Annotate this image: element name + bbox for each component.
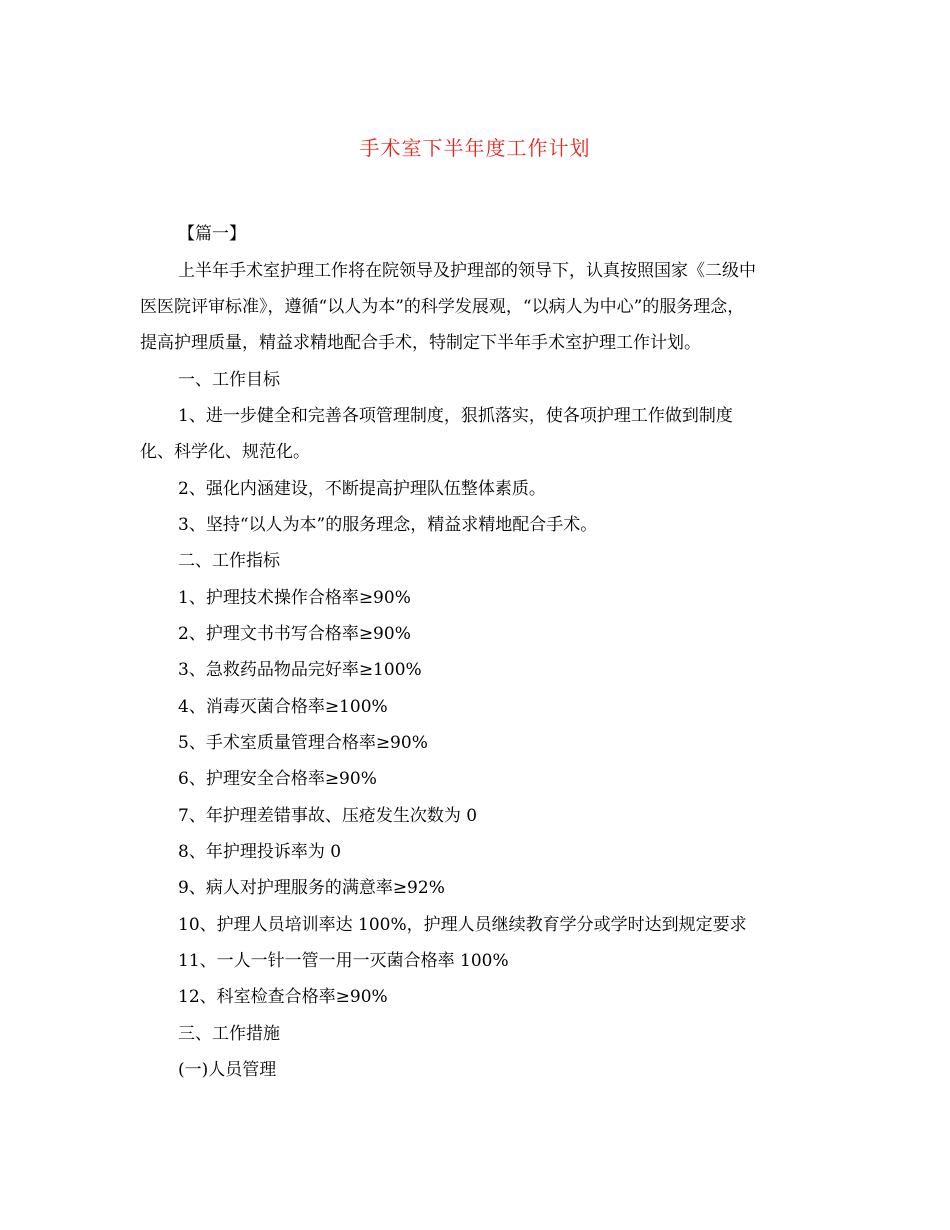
goal-1-line-1: 1、进一步健全和完善各项管理制度，狠抓落实，使各项护理工作做到制度 xyxy=(178,406,733,426)
indicator-7: 7、年护理差错事故、压疮发生次数为 0 xyxy=(178,806,478,826)
indicator-12: 12、科室检查合格率≥90% xyxy=(178,987,388,1007)
intro-line-1: 上半年手术室护理工作将在院领导及护理部的领导下，认真按照国家《二级中 xyxy=(178,261,756,281)
goal-2: 2、强化内涵建设，不断提高护理队伍整体素质。 xyxy=(178,479,546,499)
indicator-5: 5、手术室质量管理合格率≥90% xyxy=(178,733,428,753)
indicator-9: 9、病人对护理服务的满意率≥92% xyxy=(178,878,445,898)
indicator-3: 3、急救药品物品完好率≥100% xyxy=(178,660,422,680)
intro-line-3: 提高护理质量，精益求精地配合手术，特制定下半年手术室护理工作计划。 xyxy=(140,333,701,353)
indicator-6: 6、护理安全合格率≥90% xyxy=(178,769,377,789)
document-title: 手术室下半年度工作计划 xyxy=(359,136,591,160)
indicator-4: 4、消毒灭菌合格率≥100% xyxy=(178,697,388,717)
indicator-8: 8、年护理投诉率为 0 xyxy=(178,842,342,862)
indicator-10: 10、护理人员培训率达 100%，护理人员继续教育学分或学时达到规定要求 xyxy=(178,915,747,935)
intro-line-2: 医医院评审标准》，遵循“以人为本”的科学发展观，“以病人为中心”的服务理念， xyxy=(140,297,745,317)
indicator-11: 11、一人一针一管一用一灭菌合格率 100% xyxy=(178,951,509,971)
indicators-heading: 二、工作指标 xyxy=(178,551,280,571)
section-label: 【篇一】 xyxy=(178,224,246,244)
indicator-2: 2、护理文书书写合格率≥90% xyxy=(178,624,411,644)
measures-heading: 三、工作措施 xyxy=(178,1024,280,1044)
goal-3: 3、坚持“以人为本”的服务理念，精益求精地配合手术。 xyxy=(178,515,598,535)
goals-heading: 一、工作目标 xyxy=(178,370,280,390)
goal-1-line-2: 化、科学化、规范化。 xyxy=(140,442,310,462)
measures-subheading: (一)人员管理 xyxy=(178,1060,277,1080)
indicator-1: 1、护理技术操作合格率≥90% xyxy=(178,588,411,608)
